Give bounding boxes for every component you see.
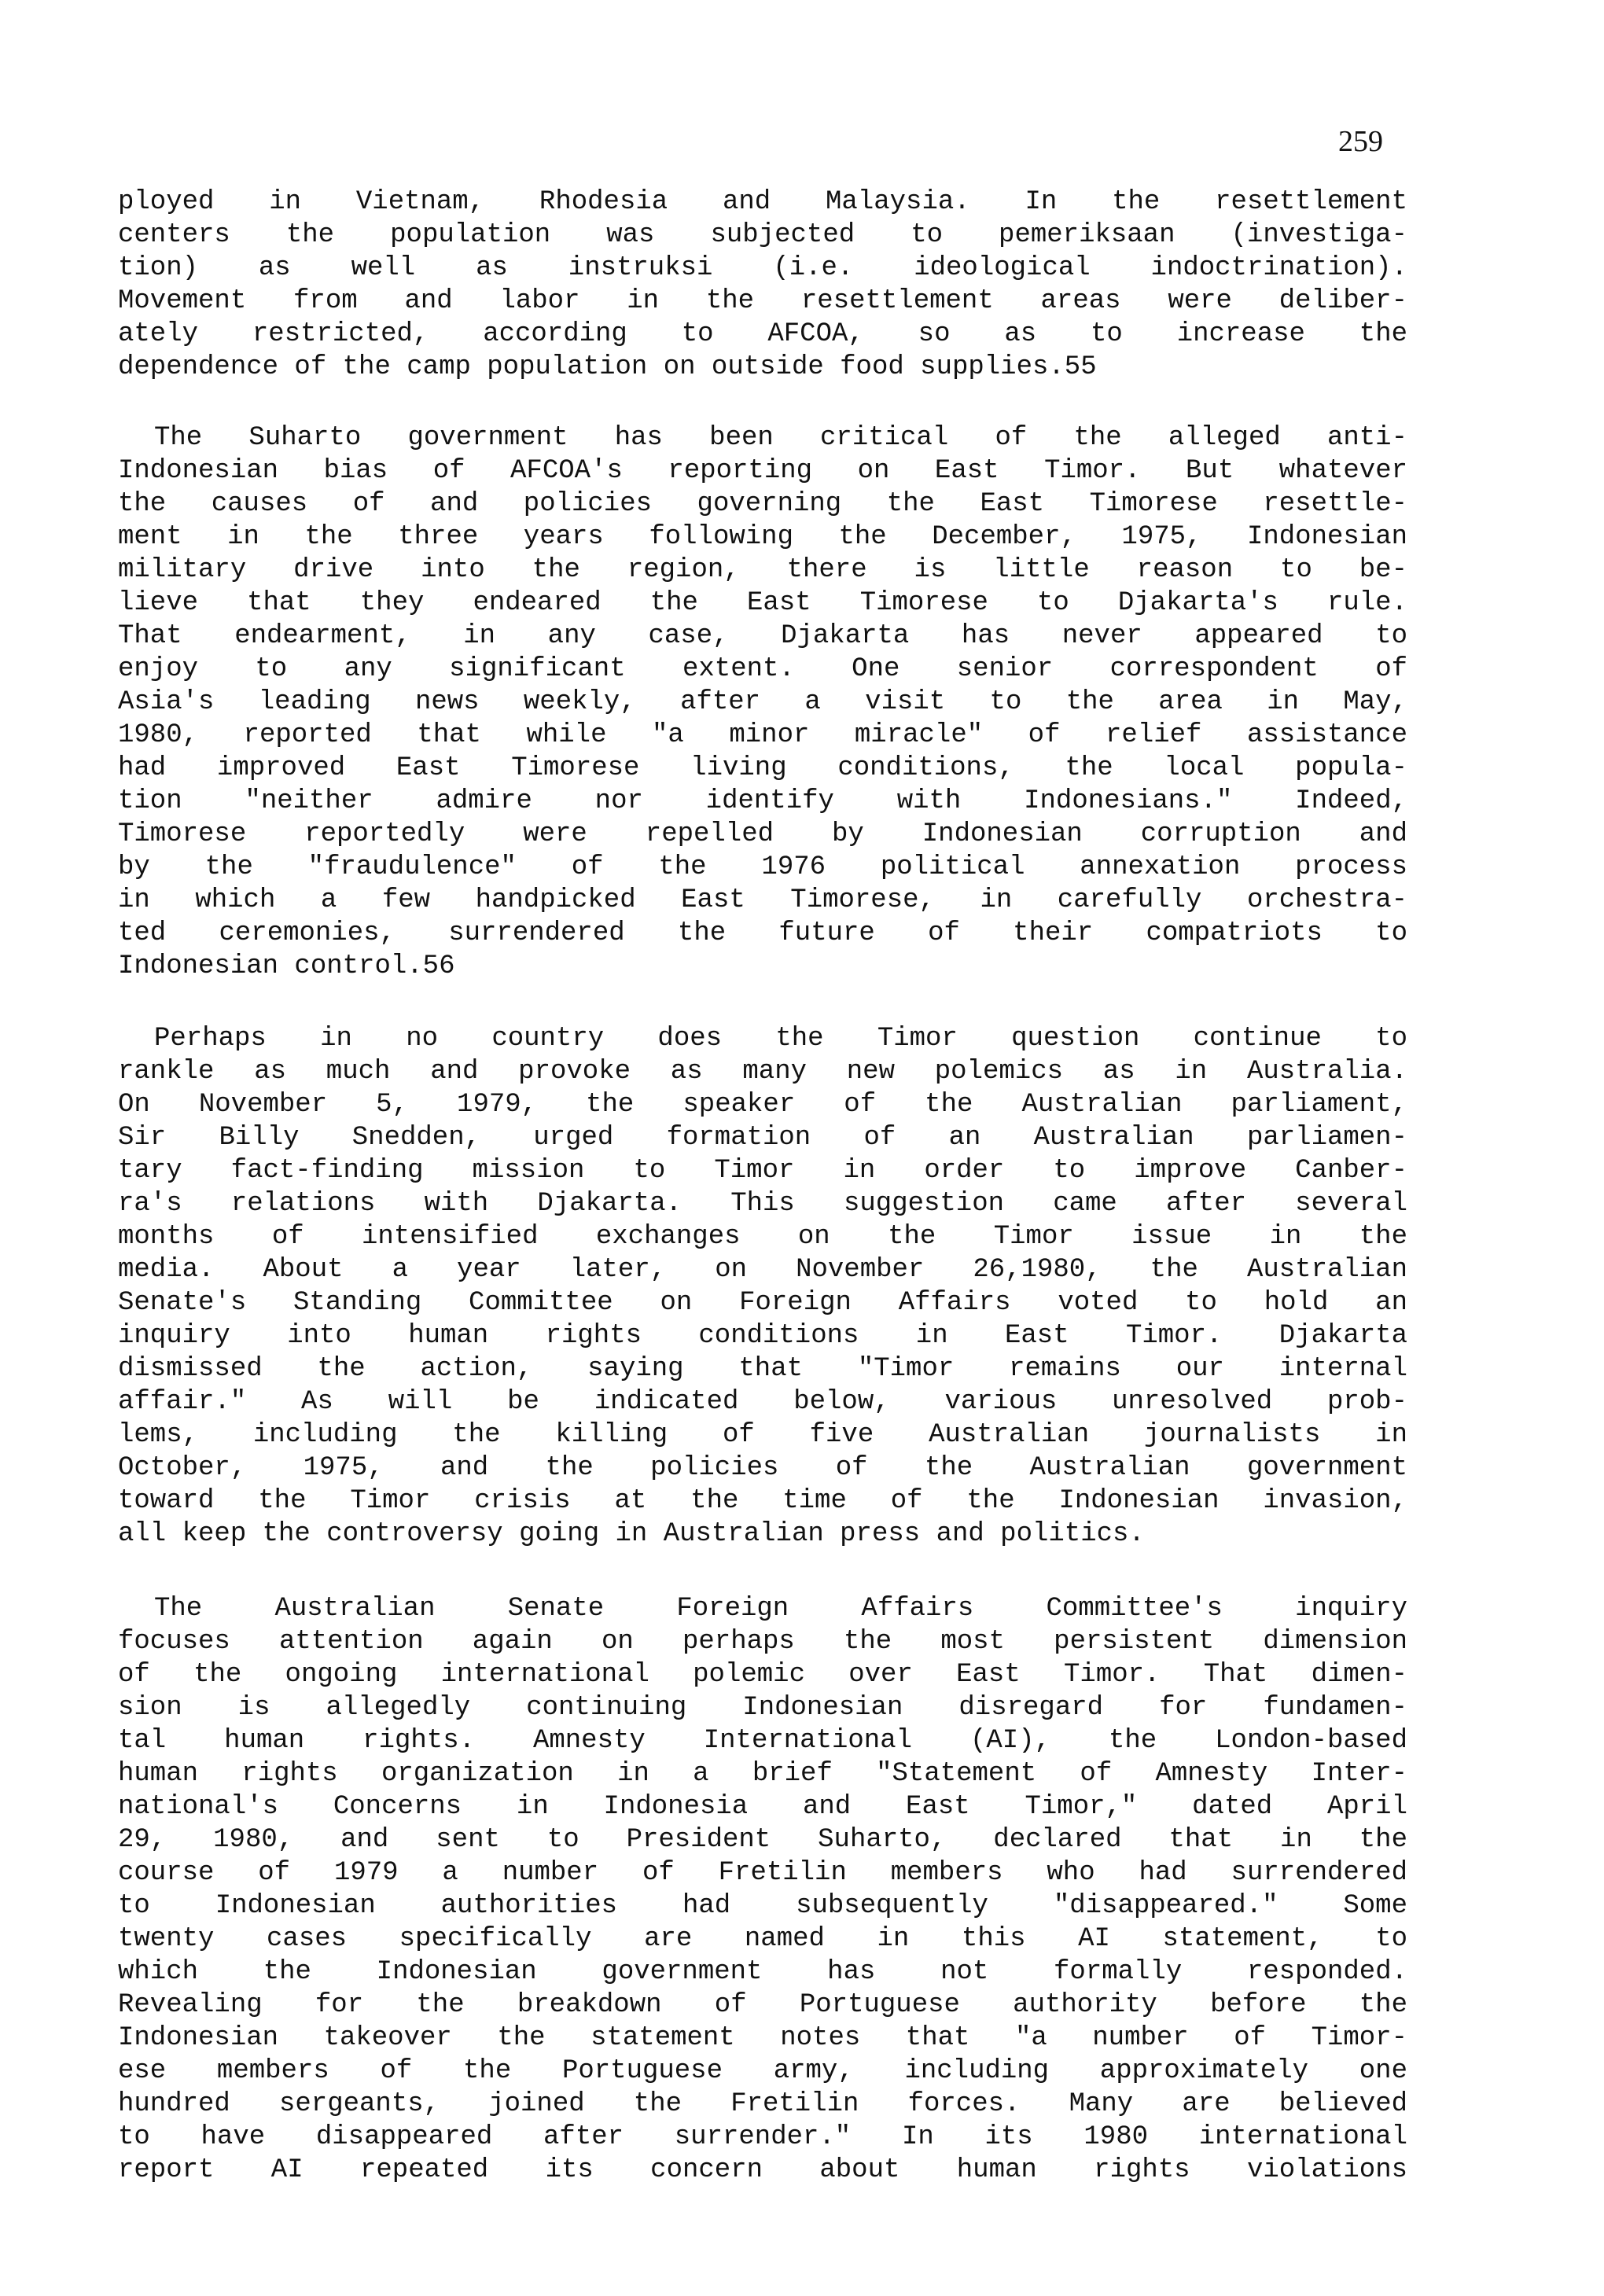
text-line: On November 5, 1979, the speaker of the Australian parliament, [118, 1090, 1407, 1120]
text-line: ese members of the Portuguese army, including approximately one [118, 2056, 1407, 2086]
text-line: report AI repeated its concern about human rights violations [118, 2155, 1407, 2185]
text-line: the causes of and policies governing the East Timorese resettle- [118, 489, 1407, 519]
text-line: enjoy to any significant extent. One senior correspondent of [118, 654, 1407, 684]
text-line: ment in the three years following the December, 1975, Indonesian [118, 522, 1407, 552]
text-line: dependence of the camp population on outside food supplies.55 [118, 352, 1097, 382]
text-line: tion) as well as instruksi (i.e. ideological indoctrination). [118, 253, 1407, 283]
text-line: ployed in Vietnam, Rhodesia and Malaysia. In the resettlement [118, 187, 1407, 217]
text-line: military drive into the region, there is little reason to be- [118, 555, 1407, 585]
text-line: That endearment, in any case, Djakarta has never appeared to [118, 621, 1407, 651]
text-line: The Australian Senate Foreign Affairs Committee's inquiry [154, 1594, 1407, 1624]
text-line: all keep the controversy going in Australian press and politics. [118, 1519, 1145, 1549]
text-line: human rights organization in a brief "Statement of Amnesty Inter- [118, 1759, 1407, 1789]
paragraph-1 [118, 186, 1407, 384]
text-line: Movement from and labor in the resettlement areas were deliber- [118, 286, 1407, 316]
text-line: Senate's Standing Committee on Foreign Affairs voted to hold an [118, 1288, 1407, 1318]
text-line: which the Indonesian government has not formally responded. [118, 1957, 1407, 1987]
text-line: lems, including the killing of five Australian journalists in [118, 1420, 1407, 1450]
text-line: media. About a year later, on November 26,1980, the Australian [118, 1255, 1407, 1285]
text-line: tary fact-finding mission to Timor in order to improve Canber- [118, 1156, 1407, 1186]
text-line: months of intensified exchanges on the Timor issue in the [118, 1222, 1407, 1252]
text-line: 29, 1980, and sent to President Suharto, declared that in the [118, 1825, 1407, 1855]
text-line: by the "fraudulence" of the 1976 political annexation process [118, 852, 1407, 882]
paragraph-4 [118, 1592, 1407, 2187]
text-line: to have disappeared after surrender." In its 1980 international [118, 2122, 1407, 2152]
text-line: ra's relations with Djakarta. This suggestion came after several [118, 1189, 1407, 1219]
text-line: focuses attention again on perhaps the most persistent dimension [118, 1627, 1407, 1657]
text-line: course of 1979 a number of Fretilin members who had surrendered [118, 1858, 1407, 1888]
paragraph-3 [118, 1022, 1407, 1551]
text-line: national's Concerns in Indonesia and East Timor," dated April [118, 1792, 1407, 1822]
text-line: toward the Timor crisis at the time of the Indonesian invasion, [118, 1486, 1407, 1516]
text-line: Sir Billy Snedden, urged formation of an Australian parliamen- [118, 1123, 1407, 1153]
paragraph-2 [118, 421, 1407, 983]
text-line: rankle as much and provoke as many new polemics as in Australia. [118, 1057, 1407, 1087]
page-number: 259 [1338, 125, 1383, 158]
text-line: twenty cases specifically are named in this AI statement, to [118, 1924, 1407, 1954]
text-line: Revealing for the breakdown of Portuguese authority before the [118, 1990, 1407, 2020]
text-line: Timorese reportedly were repelled by Indonesian corruption and [118, 819, 1407, 849]
text-line: dismissed the action, saying that "Timor remains our internal [118, 1354, 1407, 1384]
text-line: ted ceremonies, surrendered the future of their compatriots to [118, 918, 1407, 948]
text-line: had improved East Timorese living conditions, the local popula- [118, 753, 1407, 783]
text-line: ately restricted, according to AFCOA, so as to increase the [118, 319, 1407, 349]
text-line: The Suharto government has been critical of the alleged anti- [154, 423, 1407, 453]
text-line: centers the population was subjected to pemeriksaan (investiga- [118, 220, 1407, 250]
text-line: tal human rights. Amnesty International (AI), the London-based [118, 1726, 1407, 1756]
text-line: of the ongoing international polemic over East Timor. That dimen- [118, 1660, 1407, 1690]
text-line: inquiry into human rights conditions in East Timor. Djakarta [118, 1321, 1407, 1351]
text-line: Indonesian control.56 [118, 951, 455, 981]
text-line: in which a few handpicked East Timorese, in carefully orchestra- [118, 885, 1407, 915]
text-line: Indonesian bias of AFCOA's reporting on East Timor. But whatever [118, 456, 1407, 486]
text-line: sion is allegedly continuing Indonesian disregard for fundamen- [118, 1693, 1407, 1723]
text-line: to Indonesian authorities had subsequently "disappeared." Some [118, 1891, 1407, 1921]
text-line: tion "neither admire nor identify with Indonesians." Indeed, [118, 786, 1407, 816]
text-line: Asia's leading news weekly, after a visit to the area in May, [118, 687, 1407, 717]
text-line: Perhaps in no country does the Timor question continue to [154, 1024, 1407, 1054]
text-line: hundred sergeants, joined the Fretilin forces. Many are believed [118, 2089, 1407, 2119]
text-line: 1980, reported that while "a minor miracle" of relief assistance [118, 720, 1407, 750]
text-line: October, 1975, and the policies of the Australian government [118, 1453, 1407, 1483]
text-line: affair." As will be indicated below, various unresolved prob- [118, 1387, 1407, 1417]
text-line: Indonesian takeover the statement notes that "a number of Timor- [118, 2023, 1407, 2053]
text-line: lieve that they endeared the East Timorese to Djakarta's rule. [118, 588, 1407, 618]
